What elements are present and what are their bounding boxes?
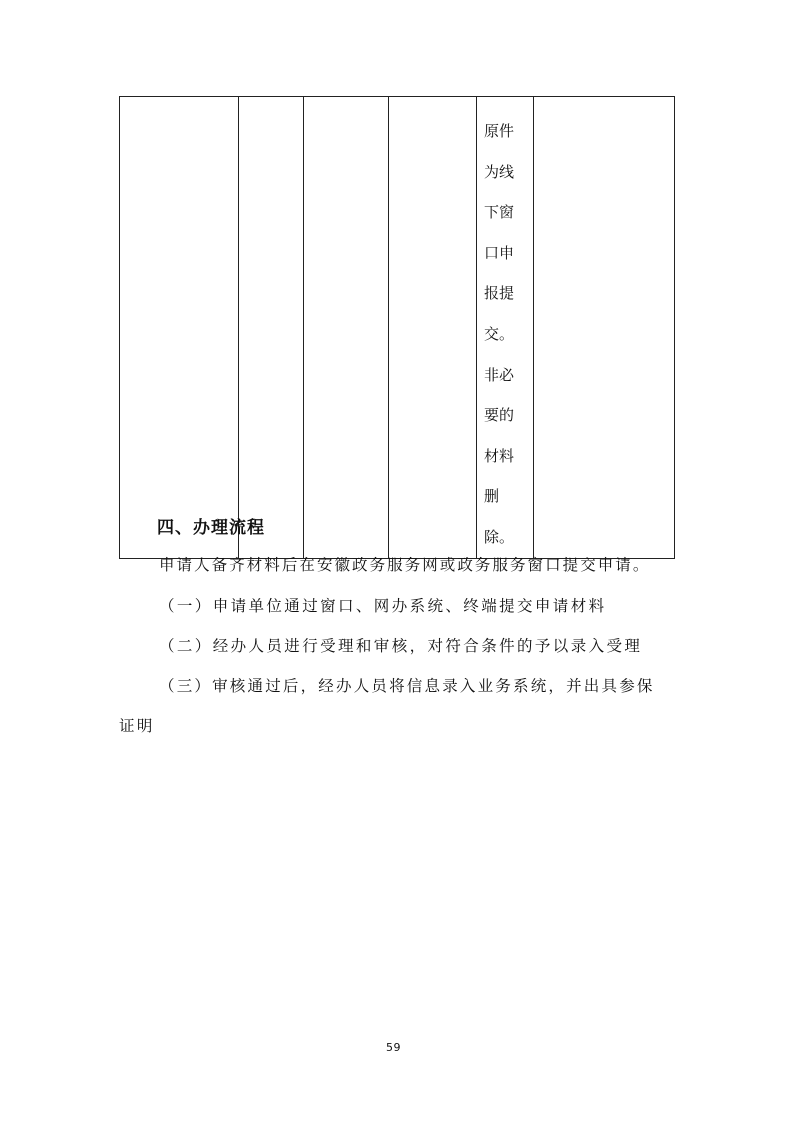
table-cell	[389, 97, 477, 559]
table-cell	[534, 97, 675, 559]
table-cell-remarks	[477, 97, 534, 559]
table-row	[120, 97, 675, 559]
paragraph: 申请人备齐材料后在安徽政务服务网或政务服务窗口提交申请。	[159, 556, 651, 574]
section-heading: 四、办理流程	[157, 518, 265, 538]
materials-table	[119, 96, 675, 559]
paragraph: （一）申请单位通过窗口、网办系统、终端提交申请材料	[159, 597, 607, 615]
table-cell	[120, 97, 239, 559]
table-cell	[304, 97, 389, 559]
remarks-text: 原件为线下窗口申报提交。非必要的材料删除。	[484, 122, 515, 546]
table-cell	[239, 97, 304, 559]
paragraph: （三）审核通过后，经办人员将信息录入业务系统，并出具参保	[159, 677, 655, 695]
page-number: 59	[386, 1041, 401, 1054]
paragraph: （二）经办人员进行受理和审核，对符合条件的予以录入受理	[159, 637, 643, 655]
paragraph: 证明	[119, 717, 155, 735]
